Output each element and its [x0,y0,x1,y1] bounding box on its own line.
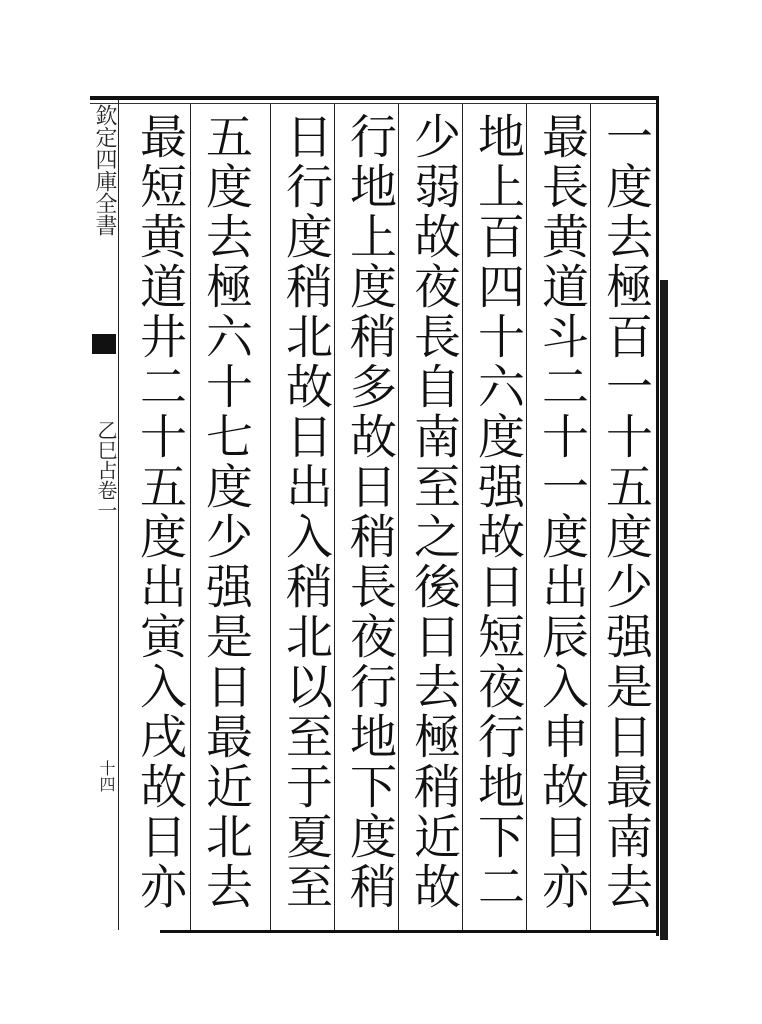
text-column-2: 最長黄道斗二十一度出辰入申故日亦 [534,112,589,912]
text-column-6: 日行度稍北故日出入稍北以至于夏至 [278,112,333,912]
text-column-3: 地上百四十六度强故日短夜行地下二 [470,112,525,912]
frame-top-rule [90,96,658,100]
frame-bottom-rule [160,930,658,933]
header-noise [90,84,240,94]
column-rule [270,104,271,930]
margin-book-title: 欽定四庫全書 [92,104,117,236]
frame-top-inner-rule [90,103,658,104]
fishtail-mark [92,334,116,354]
text-column-8: 最短黄道井二十五度出寅入戌故日亦 [132,112,187,912]
margin-page-number: 十四 [97,760,116,792]
text-column-5: 行地上度稍多故日稍長夜行地下度稍 [342,112,397,912]
text-column-1: 一度去極百一十五度少强是日最南去 [598,112,653,912]
binding-shadow [660,280,668,940]
text-column-7: 五度去極六十七度少强是日最近北去 [198,112,253,912]
text-column-4: 少弱故夜長自南至之後日去極稍近故 [406,112,461,912]
margin-chapter-title: 乙巳占卷一 [94,420,118,520]
column-rule [190,104,191,930]
frame-right-rule [656,96,659,936]
